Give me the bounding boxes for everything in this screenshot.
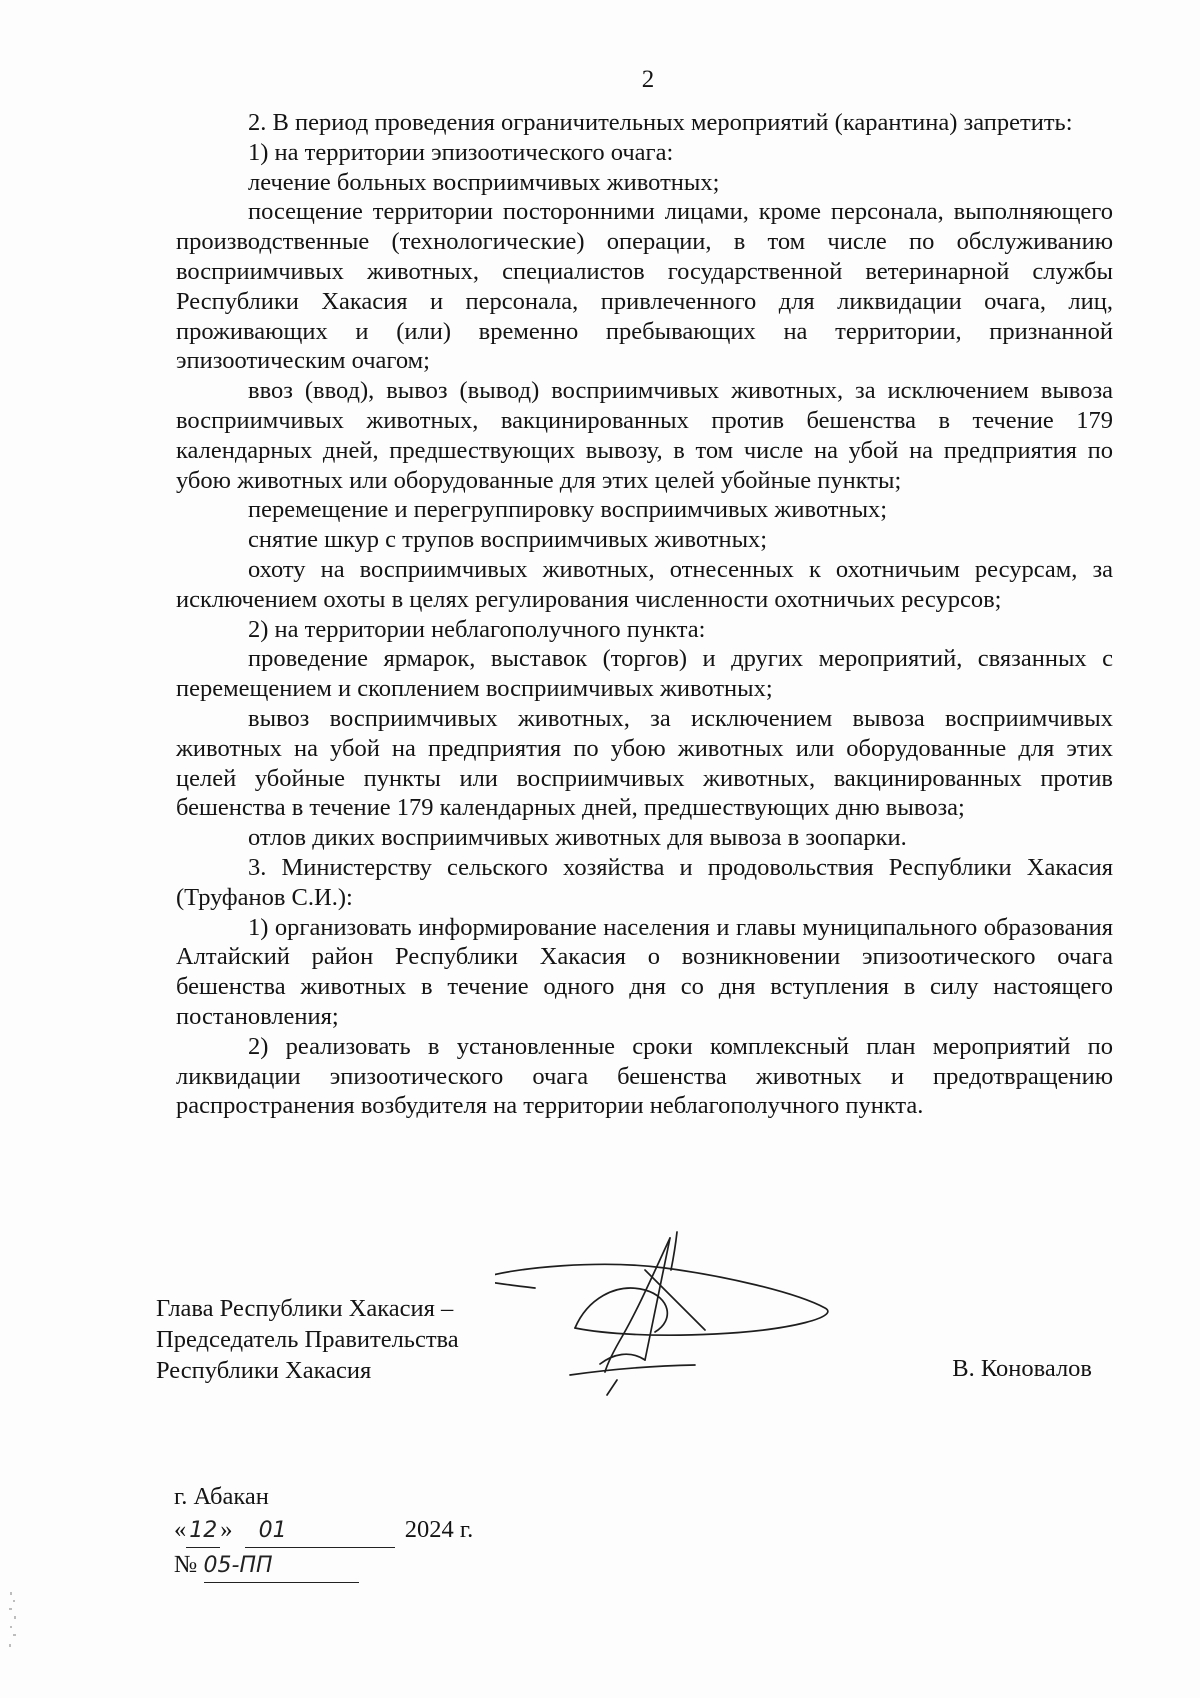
signatory-title-line: Председатель Правительства [156, 1326, 459, 1353]
body-paragraph: 2) на территории неблагополучного пункта: [248, 615, 706, 643]
scan-artifact [4, 1588, 22, 1658]
date-year: 2024 г. [404, 1516, 474, 1543]
number-sign: № [174, 1551, 198, 1578]
body-paragraph: 3. Министерству сельского хозяйства и продовольствия Республики Хакасия (Труфанов С.И.): [176, 853, 1113, 911]
body-paragraph: снятие шкур с трупов восприимчивых животных; [248, 526, 768, 554]
date-month: 01 [245, 1514, 395, 1548]
body-paragraph: перемещение и перегруппировку восприимчивых животных; [248, 496, 888, 524]
page-number: 2 [641, 66, 655, 93]
date-line [174, 1513, 473, 1548]
body-paragraph: отлов диких восприимчивых животных для вывоза в зоопарки. [248, 824, 907, 852]
body-paragraph: лечение больных восприимчивых животных; [248, 168, 720, 196]
document-footer [174, 1480, 473, 1583]
body-paragraph: 2. В период проведения ограничительных мероприятий (карантина) запретить: [248, 109, 1073, 136]
signatory-title-line: Республики Хакасия [156, 1357, 372, 1384]
city-label: г. Абакан [174, 1483, 269, 1510]
signatory-name: В. Коновалов [952, 1355, 1092, 1382]
body-paragraph: 2) реализовать в установленные сроки комплексный план мероприятий по ликвидации эпизоотического очага бешенства животных и предотвращению распространения возбудителя на территории неблагополучного пункта. [176, 1032, 1113, 1120]
handwritten-signature [495, 1230, 835, 1410]
body-paragraph: посещение территории посторонними лицами, кроме персонала, выполняющего производственные (технологические) операции, в том числе по обслуживанию восприимчивых животных, специалистов государственной ветеринарной службы Республики Хакасия и персонала, привлеченного для ликвидации очага, лиц, проживающих и (или) временно пребывающих на территории, признанной эпизоотическим очагом; [176, 198, 1113, 375]
body-paragraph: 1) на территории эпизоотического очага: [248, 138, 674, 166]
body-paragraph: охоту на восприимчивых животных, отнесенных к охотничьим ресурсам, за исключением охоты в целях регулирования численности охотничьих ресурсов; [176, 555, 1113, 613]
date-day: 12 [186, 1514, 220, 1548]
date-open-quote: « [174, 1516, 187, 1543]
body-paragraph: проведение ярмарок, выставок (торгов) и других мероприятий, связанных с перемещением и скоплением восприимчивых животных; [176, 645, 1113, 703]
signatory-title [156, 1293, 459, 1386]
document-body [176, 108, 1113, 1121]
number-value: 05-ПП [204, 1549, 359, 1583]
body-paragraph: вывоз восприимчивых животных, за исключением вывоза восприимчивых животных на убой на предприятия по убою животных или оборудованные для этих целей убойные пункты или восприимчивых животных, вакцинированных против бешенства в течение 179 календарных дней, предшествующих дню вывоза; [176, 704, 1113, 822]
signatory-title-line: Глава Республики Хакасия – [156, 1295, 454, 1322]
date-close-quote: » [220, 1516, 233, 1543]
body-paragraph: ввоз (ввод), вывоз (вывод) восприимчивых животных, за исключением вывоза восприимчивых животных, вакцинированных против бешенства в течение 179 календарных дней, предшествующих вывозу, в том числе на убой на предприятия по убою животных или оборудованные для этих целей убойные пункты; [176, 377, 1113, 494]
body-paragraph: 1) организовать информирование населения и главы муниципального образования Алтайский район Республики Хакасия о возникновении эпизоотического очага бешенства животных в течение одного дня со дня вступления в силу настоящего постановления; [176, 913, 1113, 1030]
number-line [174, 1548, 473, 1583]
city-line [174, 1480, 473, 1513]
